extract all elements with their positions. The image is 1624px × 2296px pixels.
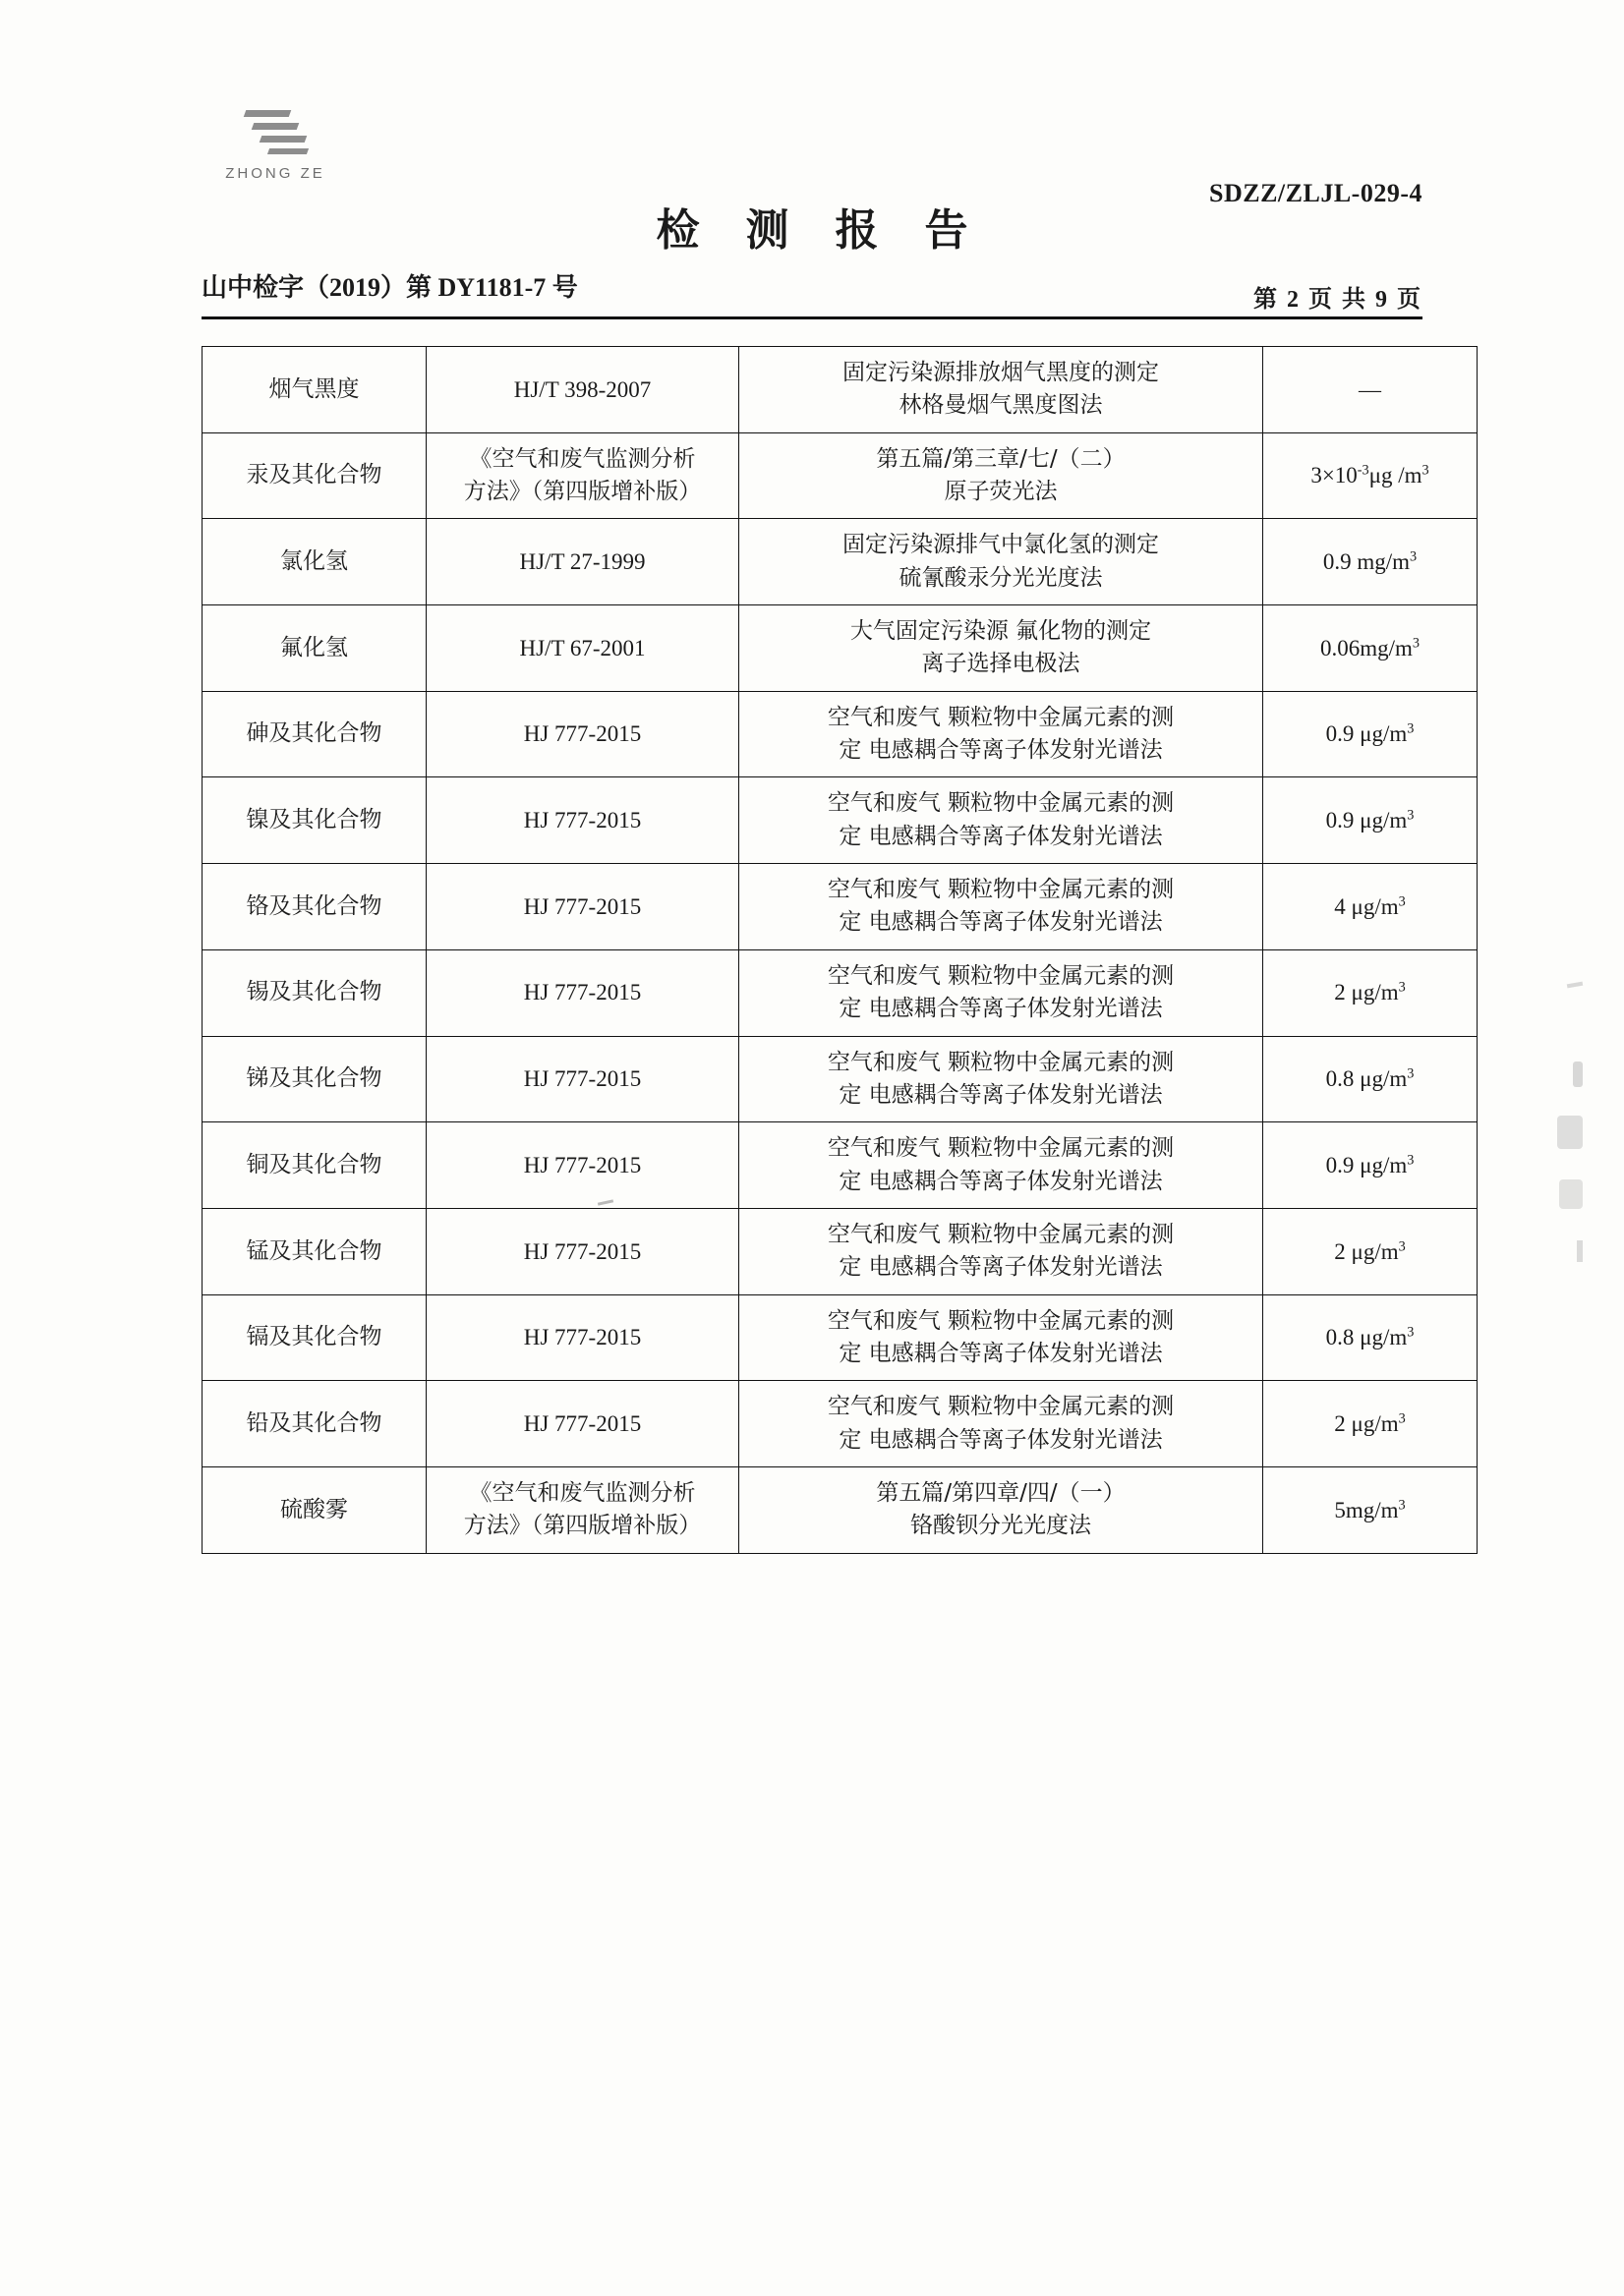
cell-parameter: 铜及其化合物 [203,1122,427,1209]
table-row [203,1036,1478,1122]
cell-standard: HJ 777-2015 [427,1122,739,1209]
cell-parameter: 氯化氢 [203,519,427,605]
cell-method: 空气和废气 颗粒物中金属元素的测 定 电感耦合等离子体发射光谱法 [739,864,1263,950]
cell-method: 大气固定污染源 氟化物的测定 离子选择电极法 [739,605,1263,692]
logo-stripes-icon [239,106,312,161]
methods-table-body [203,347,1478,1554]
cell-detection-limit: 2 $\mu g/m^3$ [1263,1381,1478,1467]
scan-artifact [1559,1179,1583,1209]
cell-standard: HJ/T 398-2007 [427,347,739,433]
cell-parameter: 锰及其化合物 [203,1208,427,1294]
cell-method: 空气和废气 颗粒物中金属元素的测 定 电感耦合等离子体发射光谱法 [739,1208,1263,1294]
table-row [203,605,1478,692]
table-row [203,347,1478,433]
table-row [203,432,1478,519]
cell-standard: HJ 777-2015 [427,1208,739,1294]
logo-text: ZHONG ZE [225,165,325,182]
cell-parameter: 镉及其化合物 [203,1294,427,1381]
cell-standard: HJ/T 27-1999 [427,519,739,605]
cell-detection-limit: 0.9 $mg/m^3$ [1263,519,1478,605]
cell-method: 第五篇/第四章/四/（一） 铬酸钡分光光度法 [739,1466,1263,1553]
report-number: 山中检字（2019）第 DY1181-7 号 [202,273,578,302]
table-row [203,777,1478,864]
cell-standard: HJ 777-2015 [427,691,739,777]
cell-standard: 《空气和废气监测分析 方法》（第四版增补版） [427,1466,739,1553]
company-logo [202,106,349,182]
cell-parameter: 铬及其化合物 [203,864,427,950]
scan-artifact [1573,1062,1583,1087]
cell-parameter: 镍及其化合物 [203,777,427,864]
table-row [203,691,1478,777]
cell-detection-limit: $5mg/m^3$ [1263,1466,1478,1553]
cell-standard: HJ 777-2015 [427,949,739,1036]
methods-table-wrapper [202,346,1429,1554]
cell-detection-limit: 4 $\mu g/m^3$ [1263,864,1478,950]
cell-method: 空气和废气 颗粒物中金属元素的测 定 电感耦合等离子体发射光谱法 [739,1294,1263,1381]
cell-detection-limit: 0.9 $\mu g/m^3$ [1263,777,1478,864]
cell-method: 空气和废气 颗粒物中金属元素的测 定 电感耦合等离子体发射光谱法 [739,1122,1263,1209]
cell-method: 固定污染源排放烟气黑度的测定 林格曼烟气黑度图法 [739,347,1263,433]
cell-method: 空气和废气 颗粒物中金属元素的测 定 电感耦合等离子体发射光谱法 [739,691,1263,777]
table-row [203,1294,1478,1381]
table-row [203,1381,1478,1467]
table-row [203,1208,1478,1294]
cell-parameter: 铅及其化合物 [203,1381,427,1467]
cell-detection-limit: 0.8 $\mu g/m^3$ [1263,1294,1478,1381]
table-row [203,519,1478,605]
table-row [203,1466,1478,1553]
cell-method: 空气和废气 颗粒物中金属元素的测 定 电感耦合等离子体发射光谱法 [739,949,1263,1036]
cell-parameter: 硫酸雾 [203,1466,427,1553]
cell-standard: HJ 777-2015 [427,864,739,950]
cell-detection-limit: 0.9 $\mu g/m^3$ [1263,691,1478,777]
cell-method: 固定污染源排气中氯化氢的测定 硫氰酸汞分光光度法 [739,519,1263,605]
cell-standard: HJ 777-2015 [427,1294,739,1381]
scan-artifact [1557,1116,1583,1149]
cell-standard: HJ/T 67-2001 [427,605,739,692]
cell-standard: HJ 777-2015 [427,777,739,864]
page-title: 检 测 报 告 [656,206,986,255]
cell-parameter: 氟化氢 [203,605,427,692]
cell-method: 第五篇/第三章/七/（二） 原子荧光法 [739,432,1263,519]
cell-standard: 《空气和废气监测分析 方法》（第四版增补版） [427,432,739,519]
table-row [203,1122,1478,1209]
cell-detection-limit: 0.9 $\mu g/m^3$ [1263,1122,1478,1209]
cell-parameter: 锑及其化合物 [203,1036,427,1122]
methods-table [202,346,1478,1554]
cell-parameter: 汞及其化合物 [203,432,427,519]
cell-standard: HJ 777-2015 [427,1381,739,1467]
cell-method: 空气和废气 颗粒物中金属元素的测 定 电感耦合等离子体发射光谱法 [739,1036,1263,1122]
table-row [203,949,1478,1036]
cell-detection-limit: $3\times 10^{-3}\mu g$ $/m^3$ [1263,432,1478,519]
cell-parameter: 砷及其化合物 [203,691,427,777]
cell-method: 空气和废气 颗粒物中金属元素的测 定 电感耦合等离子体发射光谱法 [739,1381,1263,1467]
scan-artifact [1577,1240,1583,1262]
scan-artifact [1567,982,1583,989]
table-row [203,864,1478,950]
header-divider [202,316,1422,319]
cell-standard: HJ 777-2015 [427,1036,739,1122]
cell-method: 空气和废气 颗粒物中金属元素的测 定 电感耦合等离子体发射光谱法 [739,777,1263,864]
cell-parameter: 锡及其化合物 [203,949,427,1036]
page-number: 第 2 页 共 9 页 [1253,287,1422,313]
cell-detection-limit: — [1263,347,1478,433]
cell-parameter: 烟气黑度 [203,347,427,433]
cell-detection-limit: 2 $\mu g/m^3$ [1263,1208,1478,1294]
cell-detection-limit: 0.8 $\mu g/m^3$ [1263,1036,1478,1122]
cell-detection-limit: 2 $\mu g/m^3$ [1263,949,1478,1036]
cell-detection-limit: $0.06mg/m^3$ [1263,605,1478,692]
document-code: SDZZ/ZLJL-029-4 [1209,179,1422,207]
